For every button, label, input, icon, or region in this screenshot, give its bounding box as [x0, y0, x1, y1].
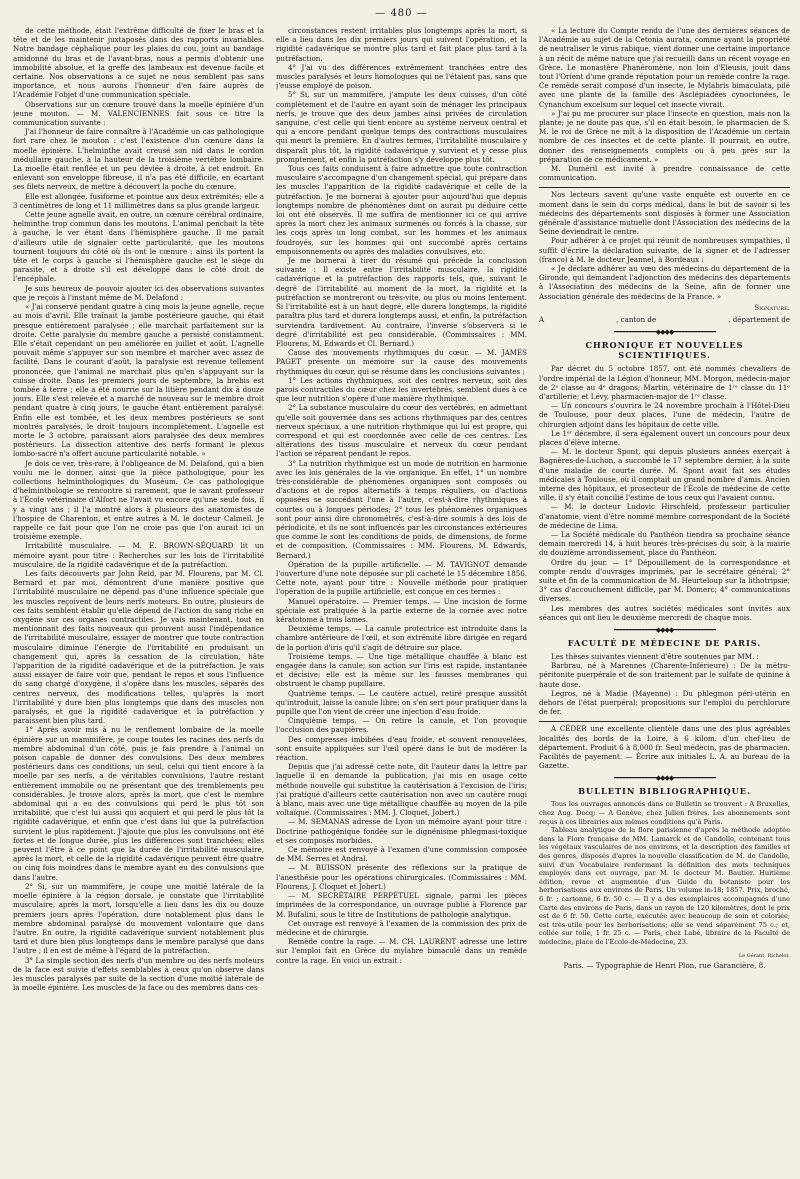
paragraph: » J'ai pu me procurer sur place l'insecte en question, mais non la plante; je ne doute pas que, s'il en était besoin, le pharmacien de S. M. le roi de Grèce ne mît à la disposition de l'Académie un certain nombre de ces insectes et de cette plante. Il pourrait, en outre, donner des renseignements complets ou à peu près sur la préparation de ce médicament. »: [539, 108, 790, 164]
paragraph: Ce mémoire est renvoyé à l'examen d'une commission composée de MM. Serres et Andral.: [276, 845, 527, 864]
paragraph: Cette jeune agnelle avait, en outre, un cœnure cérébral ordinaire, helminthe trop commun dans les moutons. L'animal penchait la tête à gauche, le ver étant dans l'hémisphère gauche. Il me paraît d'ailleurs utile de signaler cette particularité, que les moutons tournent toujours du côté où ils ont le cœnure ; ainsi ils portent la tête et le corps à gauche si l'hémisphère gauche est le siège du parasite, et à droite s'il est développé dans le côté droit de l'encéphale.: [13, 210, 264, 284]
paragraph: circonstances restent irritables plus longtemps après la mort, si elle a lieu dans les dix premiers jours qui suivent l'opération, et la rigidité cadavérique se montre plus tard et fait place plus tard à la putréfaction.: [276, 26, 527, 63]
paragraph: — M. SECRÉTAIRE PERPÉTUEL signale, parmi les pièces imprimées de la correspondance, un ouvrage publié à Florence par M. Bufalini, sous le titre de Institutions de pathologie analytique.: [276, 891, 527, 919]
signature-a: A: [539, 315, 545, 325]
paragraph: Manuel opératoire. — Premier temps. — Une incision de forme spéciale est pratiquée à la partie externe de la cornée avec notre kératotome à trois lames.: [276, 596, 527, 624]
paragraph: Cause des mouvements rhythmiques du cœur. — M. JAMES PAGET présente un mémoire sur la cause des mouvements rhythmiques du cœur, qui se résume dans les conclusions suivantes :: [276, 348, 527, 376]
column-1: [13, 26, 264, 1166]
association-notice: [539, 190, 790, 300]
paragraph: Le 1ᵉʳ décembre, il sera également ouvert un concours pour deux places d'élève interne.: [539, 428, 790, 447]
ornament-divider-3: ━━━━━━━━━━━━━◆◆◆◆━━━━━━━━━━━━━: [613, 774, 716, 783]
paragraph: — M. le docteur Spont, qui depuis plusieurs années exerçait à Bagnères-de-Luchon, a succombé le 17 septembre dernier, à la suite d'une maladie de courte durée. M. Spont avait fait ses études médicales à Toulouse, où il comptait un grand nombre d'amis. Ancien interne des hôpitaux, et prosecteur de l'École de médecine de cette ville, il s'y était concilié l'estime de tous ceux qui l'avaient connu.: [539, 447, 790, 503]
paragraph: « La lecture du Compte rendu de l'une des dernières séances de l'Académie au sujet de la Cetonia aurata, comme ayant la propriété de neutraliser le virus rabique, vient donner une certaine importance à un récit de même nature que j'ai recueilli dans un récent voyage en Grèce. Le monastère Phanéromène, non loin d'Eleusis, jouit dans tout l'Orient d'une grande réputation pour un remède contre la rage. Ce remède serait composé d'un insecte, le Mylabris bimaculata, pilé avec une plante de la famille des Asclépiadées cynoctonées, le Cynanchum excelsum sur lequel cet insecte vivrait.: [539, 26, 790, 109]
paragraph: Opération de la pupille artificielle. — M. TAVIGNOT demande l'ouverture d'une note déposée sur pli cacheté le 15 décembre 1856. Cette note, ayant pour titre : Nouvelle méthode pour pratiquer l'opération de la pupille artificielle, est conçue en ces termes :: [276, 559, 527, 597]
bulletin-heading: BULLETIN BIBLIOGRAPHIQUE.: [578, 786, 751, 797]
paragraph: Nos lecteurs savent qu'une vaste enquête est ouverte en ce moment dans le sein du corps médical, dans le but de savoir si les médecins des départements sont disposés à former une Association générale d'assistance mutuelle dont l'Association des médecins de la Seine deviendrait le centre.: [539, 190, 790, 237]
paragraph: Pour adhérer à ce projet qui réunit de nombreuses sympathies, il suffit d'écrire la déclaration suivante, de la signer et de l'adresser (franco) à M. le docteur Jeannel, à Bordeaux :: [539, 236, 790, 264]
faculte-body: [539, 652, 790, 716]
paragraph: 1° Les actions rhythmiques, soit des centres nerveux, soit des parois contractiles du cœur chez les invertébrés, semblent dues à ce que leur nutrition s'opère d'une manière rhythmique.: [276, 375, 527, 404]
paragraph: Les faits découverts par John Reid, par M. Flourens, par M. Cl. Bernard et par moi, démontrent d'une manière positive que l'irritabilité musculaire ne dépend pas d'une influence spéciale que les muscles reçoivent de leurs nerfs moteurs. En outre, plusieurs de ces faits semblent établir qu'elle dépend de l'action du sang riche en oxygène sur ces organes contractiles. Je vais maintenant, tout en mentionnant des faits nouveaux qui prouvent aussi l'indépendance de l'irritabilité musculaire, essayer de montrer que toute contraction musculaire diminue l'énergie de l'irritabilité en produisant un changement qui, après la cessation de la circulation, hâte l'apparition de la rigidité cadavérique et de la putréfaction. Je vais aussi essayer de faire voir que, pendant le repos et sous l'influence du sang chargé d'oxygène, il s'opère dans les muscles, séparés des centres nerveux, des modifications telles, qu'après la mort l'irritabilité y dure bien plus longtemps que dans des muscles non paralysés, et que la rigidité cadavérique et la putréfaction y paraissent bien plus tard.: [13, 568, 264, 726]
signature-canton: , canton de: [616, 315, 657, 325]
paragraph: — La Société médicale du Panthéon tiendra sa prochaine séance demain mercredi 14, à huit heures très-précises du soir, à la mairie du douzième arrondissement, place du Panthéon.: [539, 529, 790, 558]
paragraph: « Je déclare adhérer au vœu des médecins du département de la Gironde, qui demandent l'adjonction des médecins des départements à l'Association des médecins de la Seine, afin de former une Association générale des médecins de la France. »: [539, 264, 790, 301]
paragraph: Troisième temps. — Une tige métallique chauffée à blanc est engagée dans la canule; son action sur l'iris est rapide, instantanée et décisive; elle est la même sur les fausses membranes qui obstruent le champ pupillaire.: [276, 651, 527, 689]
paragraph: « J'ai conservé pendant quatre à cinq mois la jeune agnelle, reçue au mois d'avril. Elle traînait la jambe postérieure gauche, qui était presque entièrement paralysée ; elle marchait parfaitement sur la droite. Cette paralysie du membre gauche a persisté constamment. Elle s'était cependant un peu améliorée en juillet et août. L'agnelle pouvait même s'appuyer sur son membre et marcher avec assez de facilité. Dans le courant d'août, la paralysie est revenue tellement prononcée, que l'animal ne marchait plus qu'en s'appuyant sur la cuisse droite. Dans les premiers jours de septembre, la brebis est tombée à terre ; elle a été nourrie sur la litière pendant dix à douze jours. Elle s'est relevée et a marché de nouveau sur le membre droit pendant quatre à cinq jours, le gauche étant entièrement paralysé. Enfin elle est tombée, et les deux membres postérieurs se sont montrés paralysés, le droit toujours incomplètement. L'agnelle est morte le 3 octobre, paraissant alors paralysée des deux membres postérieurs. La dissection attentive des nerfs formant le plexus lombo-sacré n'a offert aucune particularité notable. »: [13, 302, 264, 459]
paragraph: Tous les ouvrages annoncés dans ce Bulletin se trouvent : A Bruxelles, chez Aug. Decq; — A Genève, chez Julien frères. Les abonnements sont reçus à ces librairies aux mêmes conditions qu'à Paris.: [539, 800, 790, 826]
paragraph: Tous ces faits conduisent à faire admettre que toute contraction musculaire s'accompagne d'un changement spécial, qui prépare dans les muscles l'apparition de la rigidité cadavérique et celle de la putréfaction. Je me bornerai à ajouter pour aujourd'hui que depuis longtemps nombre de phénomènes dont on aurait pu déduire cette loi ont été observés. Il me suffira de mentionner ici ce qui arrive après la mort chez les animaux surmenés ou forcés à la chasse, sur les coqs après un long combat, sur les hommes et les animaux foudroyés, sur les hommes qui ont succombé après certains empoisonnements ou après des maladies convulsives, etc.: [276, 164, 527, 256]
paragraph: Elle est allongée, fusiforme et pointue aux deux extrémités; elle a 3 centimètres de long et 11 millimètres dans sa plus grande largeur.: [13, 191, 264, 210]
paragraph: Je dois ce ver, très-rare, à l'obligeance de M. Delafond, qui a bien voulu me le donner, ainsi que la pièce pathologique, pour les collections helminthologiques du Muséum. Ce cas pathologique d'helminthologie se rencontre si rarement, que le savant professeur à l'École vétérinaire d'Alfort ne l'avait vu encore qu'une seule fois, il y a vingt ans ; il l'a montré alors à plusieurs des anatomistes de l'hospice de Charenton, et entre autres à M. le docteur Calmeil. Je rappelle ce fait pour que l'on ne croie pas que l'on aurait ici un troisième exemple.: [13, 458, 264, 542]
chronique-body: [539, 364, 790, 622]
faculte-heading: FACULTÉ DE MÉDECINE DE PARIS.: [567, 637, 762, 648]
paragraph: 3° La nutrition rhythmique est un mode de nutrition en harmonie avec les lois générales de la vie organique. En effet, 1° un nombre très-considérable de phénomènes organiques sont composés ou d'actions et de repos alternatifs à temps réguliers, ou d'actions opposées se succédant l'une à l'autre, c'est-à-dire rhythmiques à courtes ou à longues périodes; 2° tous les phénomènes organiques sont pour ainsi dire chronométrés, c'est-à-dire soumis à des lois de périodicité, et ils ne sont influencés par les circonstances extérieures que comme le sont les conditions de poids, de dimensions, de forme et de composition. (Commissaires : MM. Flourens, M. Edwards, Bernard.): [276, 458, 527, 560]
paragraph: 5° Si, sur un mammifère, j'ampute les deux cuisses, d'un côté complètement et de l'autre en ayant soin de ménager les principaux nerfs, je trouve que des deux jambes ainsi privées de circulation sanguine, c'est celle qui tient encore au système nerveux central et qui a encore pendant quelque temps des contractions musculaires qui meurt la première. En d'autres termes, l'irritabilité musculaire y disparaît plus tôt, la rigidité cadavérique y survient et y cesse plus promptement, et enfin la putréfaction s'y développe plus tôt.: [276, 90, 527, 164]
ornament-divider-2: ━━━━━━━━━━━━━◆◆◆◆━━━━━━━━━━━━━: [613, 625, 716, 634]
paragraph: 2° Si, sur un mammifère, je coupe une moitié latérale de la moelle épinière à la région dorsale, je constate que l'irritabilité musculaire, après la mort, lorsqu'elle a lieu dans les dix ou douze premiers jours après l'opération, dure notablement plus dans le membre abdominal paralysé du mouvement volontaire que dans l'autre. En outre, la rigidité cadavérique survient notablement plus tard et dure bien plus longtemps dans le membre paralysé que dans l'autre ; il en est de même à l'égard de la putréfaction.: [13, 881, 264, 956]
paragraph: de cette méthode, était l'extrême difficulté de fixer le bras et la tête et de les maintenir juxtaposés dans des rapports invariables. Notre bandage céphalique pour les plaies du cou, joint au bandage amidonné du bras et de l'avant-bras, nous a permis d'obtenir une immobilité absolue, et la greffe des lambeaux est devenue facile et certaine. Nos observations à ce sujet ne nous semblent pas sans importance, et nous aurons l'honneur d'en faire auprès de l'Académie l'objet d'une communication spéciale.: [13, 26, 264, 100]
paragraph: Cinquième temps. — On retire la canule, et l'on provoque l'occlusion des paupières.: [276, 716, 527, 735]
signature-label: Signature.: [754, 302, 790, 312]
paragraph: 1° Après avoir mis à nu le renflement lombaire de la moelle épinière sur un mammifère, je coupe toutes les racines des nerfs du membre abdominal d'un côté, puis je fais prendre à l'animal un poison capable de donner des convulsions. Des deux membres postérieurs dans ces conditions, un seul, celui qui tient encore à la moelle par ses nerfs, a de véritables convulsions, l'autre restant entièrement immobile ou ne présentant que des tremblements peu considérables. Je trouve alors, après la mort, que c'est le membre abdominal qui a eu des convulsions qui perd le plus tôt son irritabilité, que c'est lui aussi qui acquiert et qui perd le plus tôt la rigidité cadavérique, et enfin que c'est dans lui que la putréfaction survient le plus rapidement. J'ajoute que plus les convulsions ont été fortes et de longue durée, plus les différences sont tranchées; elles peuvent l'être à ce point que la durée de l'irritabilité musculaire, après la mort, et celle de la rigidité cadavérique peuvent être quatre ou cinq fois moindres dans le membre ayant eu des convulsions que dans l'autre.: [13, 725, 264, 882]
gerant: Le Gérant, Richelot.: [738, 952, 790, 959]
page-number: — 480 —: [375, 8, 428, 19]
paragraph: Barbrau, né à Marennes (Charente-Inférieure) : De la métro-péritonite puerpérale et de son traitement par le sulfate de quinine à haute dose.: [539, 661, 790, 689]
paragraph: Quatrième temps. — Le cautère actuel, retiré presque aussitôt qu'introduit, laisse la canule libre; on s'en sert pour pratiquer dans la pupille que l'on vient de créer une injection d'eau froide.: [276, 688, 527, 717]
paragraph: Depuis que j'ai adressé cette note, dit l'auteur dans la lettre par laquelle il en demande la publication, j'ai mis en usage cette méthode nouvelle qui substitue la cautérisation à l'excision de l'iris; j'ai pratiqué d'ailleurs cette cautérisation non avec un cautère rougi à blanc, mais avec une tige métallique chauffée au moyen de la pile voltaïque. (Commissaires : MM. J. Cloquet, Jobert.): [276, 762, 527, 818]
chronique-heading: CHRONIQUE ET NOUVELLES SCIENTIFIQUES.: [585, 340, 744, 361]
ornament-divider: ━━━━━━━━━━━━━◆◆◆◆━━━━━━━━━━━━━: [613, 328, 716, 337]
paragraph: — M. le docteur Ludovic Hirschfeld, professeur particulier d'anatomie, vient d'être nommé membre correspondant de la Société de médecine de Lima.: [539, 502, 790, 530]
paragraph: — M. SEMANAS adresse de Lyon un mémoire ayant pour titre : Doctrine pathogénique fondée sur le dignénisme phlegmasi-toxique et ses composés morbides.: [276, 817, 527, 845]
paragraph: M. Duméril est invité à prendre connaissance de cette communication.: [539, 164, 790, 183]
printer-line: Paris. — Typographie de Henri Plon, rue Garancière, 8.: [563, 960, 766, 970]
paragraph: 3° La simple section des nerfs d'un membre ou des nerfs moteurs de la face est suivie d'effets semblables à ceux qu'on observe dans les muscles paralysés par suite de la section d'une moitié latérale de la moelle épinière. Les muscles de la face ou des membres dans ces: [13, 955, 264, 993]
paragraph: Deuxième temps. — La canule protectrice est introduite dans la chambre antérieure de l'œil, et son extrémité libre dirigée en regard de la portion d'iris qu'il s'agit de détruire sur place.: [276, 624, 527, 652]
paragraph: Je me bornerai à tirer du résumé qui précède la conclusion suivante : Il existe entre l'irritabilité musculaire, la rigidité cadavérique et la putréfaction des rapports tels, que, suivant le degré de l'irritabilité au moment de la mort, la rigidité et la putréfaction se montreront ou très-vite, ou plus ou moins lentement. Si l'irritabilité est à un haut degré, elle durera longtemps, la rigidité paraîtra plus tard et durera longtemps aussi, et enfin, la putréfaction surviendra tardivement. Au contraire, l'inverse s'observera si le degré d'irritabilité est peu considérable. (Commissaires : MM. Flourens, M. Edwards et Cl. Bernard.): [276, 256, 527, 348]
paragraph: Legros, né à Madie (Mayenne) : Du phlegmon péri-utérin en dehors de l'état puerpéral; propositions sur l'emploi du perchlorure de fer.: [539, 688, 790, 717]
paragraph: 4° J'ai vu des différences extrêmement tranchées entre des muscles paralysés et leurs homologues qui ne l'étaient pas, sans que j'eusse employé de poison.: [276, 62, 527, 91]
paragraph: Les thèses suivantes viennent d'être soutenues par MM. :: [551, 651, 759, 661]
bulletin-body: [539, 800, 790, 946]
paragraph: — M. BUISSON présente des réflexions sur la pratique de l'anesthésie pour les opérations chirurgicales. (Commissaires : MM. Flourens, J. Cloquet et Jobert.): [276, 863, 527, 891]
paragraph: Tableau analytique de la flore parisienne d'après la méthode adoptée dans la Flore française de MM. Lamarck et de Candolle, contenant tous les végétaux vasculaires de nos environs, et la description des familles et des genres, disposés d'après la nouvelle classification de M. de Candolle, suivi d'un Vocabulaire renfermant la définition des mots techniques employés dans cet ouvrage, par M. le docteur M. Bautier. Huitième édition, revue et augmentée d'un Guide du botaniste pour les herborisations aux environs de Paris. Un volume in-18; 1857. Prix, broché, 6 fr. ; cartonné, 6 fr. 50 c. — Il y a des exemplaires accompagnés d'une Carte des environs de Paris, dans un rayon de 120 kilomètres, dont le prix est de 6 fr. 50. Cette carte, exécutée avec beaucoup de soin et coloriée, est très-utile pour les herborisations; elle se vend séparément 75 c.; et, collée sur toile, 1 fr. 25 c. — Paris, chez Labé, libraire de la Faculté de médecine, place de l'École-de-Médecine, 23.: [539, 826, 790, 946]
paragraph: 2° La substance musculaire du cœur des vertébrés, en admettant qu'elle soit gouvernée dans ses actions rhythmiques par des centres nerveux spéciaux, a une nutrition rhythmique qui lui est propre, qui correspond et qui est coordonnée avec celle de ces centres. Les altérations des tissus musculaire et nerveux du cœur pendant l'action se réparent pendant le repos.: [276, 403, 527, 459]
paragraph: Par décret du 5 octobre 1857, ont été nommés chevaliers de l'ordre impérial de la Légion d'honneur, MM. Morgon, médecin-major de 2ᵉ classe au 4ᵉ dragons; Martin, vétérinaire de 1ʳᵉ classe du 11ᵉ d'artillerie; et Lévy, pharmacien-major de 1ʳᵉ classe.: [539, 364, 790, 401]
columns: [13, 26, 790, 1166]
paragraph: Observations sur un cœnure trouvé dans la moelle épinière d'un jeune mouton. — M. VALENCIENNES fait sous ce titre la communication suivante :: [13, 99, 264, 128]
paragraph: Cet ouvrage est renvoyé à l'examen de la commission des prix de médecine et de chirurgie.: [276, 918, 527, 937]
paragraph: Des compresses imbibées d'eau froide, et souvent renouvelées, sont ensuite appliquées sur l'œil opéré dans le but de modérer la réaction.: [276, 734, 527, 763]
paragraph: Ordre du jour. — 1° Dépouillement de la correspondance et compte rendu d'ouvrages imprimés, par le secrétaire général; 2° suite et fin de la communication de M. Heurteloup sur la lithotripsie; 3° cas d'accouchement difficile, par M. Domerc; 4° communications diverses.: [539, 557, 790, 604]
divider: [539, 187, 790, 188]
paragraph: Irritabilité musculaire. — M. E. BROWN-SÉQUARD lit un mémoire ayant pour titre : Recherches sur les lois de l'irritabilité musculaire, de la rigidité cadavérique et de la putréfaction.: [13, 541, 264, 569]
signature-dept: , département de: [728, 315, 790, 325]
rage-remedy-letter: [539, 26, 790, 182]
paragraph: Les membres des autres sociétés médicales sont invités aux séances qui ont lieu le deuxième mercredi de chaque mois.: [539, 603, 790, 622]
divider-3: [539, 721, 790, 722]
column-2: [276, 26, 527, 1166]
paragraph: — Un concours s'ouvrira le 24 novembre prochain à l'Hôtel-Dieu de Toulouse, pour deux places, l'une de médecin, l'autre de chirurgien adjoint dans les hôpitaux de cette ville.: [539, 401, 790, 429]
signature-line: [539, 315, 790, 324]
paragraph: J'ai l'honneur de faire connaître à l'Académie un cas pathologique fort rare chez le mouton : c'est l'existence d'un cœnure dans la moelle épinière. L'helminthe avait creusé son nid dans le cordon médullaire gauche, à la hauteur de la troisième vertèbre lombaire. La moelle était renflée et un peu déviée à droite, à cet endroit. En enlevant son enveloppe fibreuse, il n'a pas été difficile, en écartant ses filets nerveux, de mettre à découvert la poche du cœnure.: [13, 127, 264, 192]
column-3: [539, 26, 790, 1166]
ceder-notice: A CÉDER une excellente clientèle dans une des plus agréables localités des bords de la Loire, à 6 kilom. d'un chef-lieu de département. Produit 6 à 8,000 fr. Seul médecin, pas de pharmacien. Facilités de payement. — Écrire aux initiales L. A. au bureau de la Gazette.: [539, 724, 790, 771]
paragraph: Remède contre la rage. — M. CH. LAURENT adresse une lettre sur l'emploi fait en Grèce du mylabre bimaculé dans un remède contre la rage. En voici un extrait :: [276, 937, 527, 965]
paragraph: Je suis heureux de pouvoir ajouter ici des observations suivantes que je reçois à l'instant même de M. Delafond :: [13, 283, 264, 302]
